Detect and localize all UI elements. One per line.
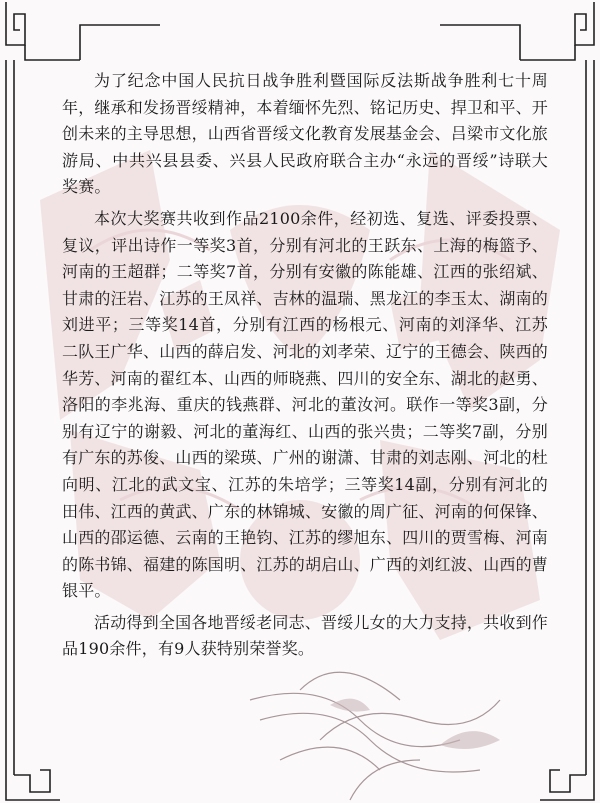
paragraph-closing: 活动得到全国各地晋绥老同志、晋绥儿女的大力支持，共收到作品190余件，有9人获特别荣誉奖。 bbox=[62, 612, 548, 659]
document-body bbox=[62, 68, 548, 668]
paragraph-intro: 为了纪念中国人民抗日战争胜利暨国际反法斯战争胜利七十周年，继承和发扬晋绥精神，本着缅怀先烈、铭记历史、捍卫和平、开创未来的主导思想，山西省晋绥文化教育发展基金会、吕梁市文化旅游局、中共兴县县委、兴县人民政府联合主办“永远的晋绥”诗联大奖赛。 bbox=[62, 71, 549, 197]
paragraph-awards: 本次大奖赛共收到作品2100余件，经初选、复选、评委投票、复议，评出诗作一等奖3首，分别有河北的王跃东、上海的梅篮予、河南的王超群；二等奖7首，分别有安徽的陈能雄、江西的张绍斌、甘肃的汪岩、江苏的王凤祥、吉林的温瑞、黑龙江的李玉太、湖南的刘进平；三等奖14首，分别有江西的杨根元、河南的刘泽华、江苏二队王广华、山西的薛启发、河北的刘孝荣、辽宁的王德会、陕西的华芳、河南的翟红本、山西的师晓燕、四川的安全东、湖北的赵勇、洛阳的李兆海、重庆的钱燕群、河北的董汝河。联作一等奖3副，分别有辽宁的谢毅、河北的董海红、山西的张兴贵；二等奖7副，分别有广东的苏俊、山西的梁瑛、广州的谢潇、甘肃的刘志刚、河北的杜向明、江北的武文宝、江苏的朱培学；三等奖14副，分别有河北的田伟、江西的黄武、广东的林锦城、安徽的周广征、河南的何保锋、山西的邵运德、云南的王艳钧、江苏的缪旭东、四川的贾雪梅、河南的陈书锦、福建的陈国明、江苏的胡启山、广西的刘红波、山西的曹银平。 bbox=[62, 208, 549, 601]
